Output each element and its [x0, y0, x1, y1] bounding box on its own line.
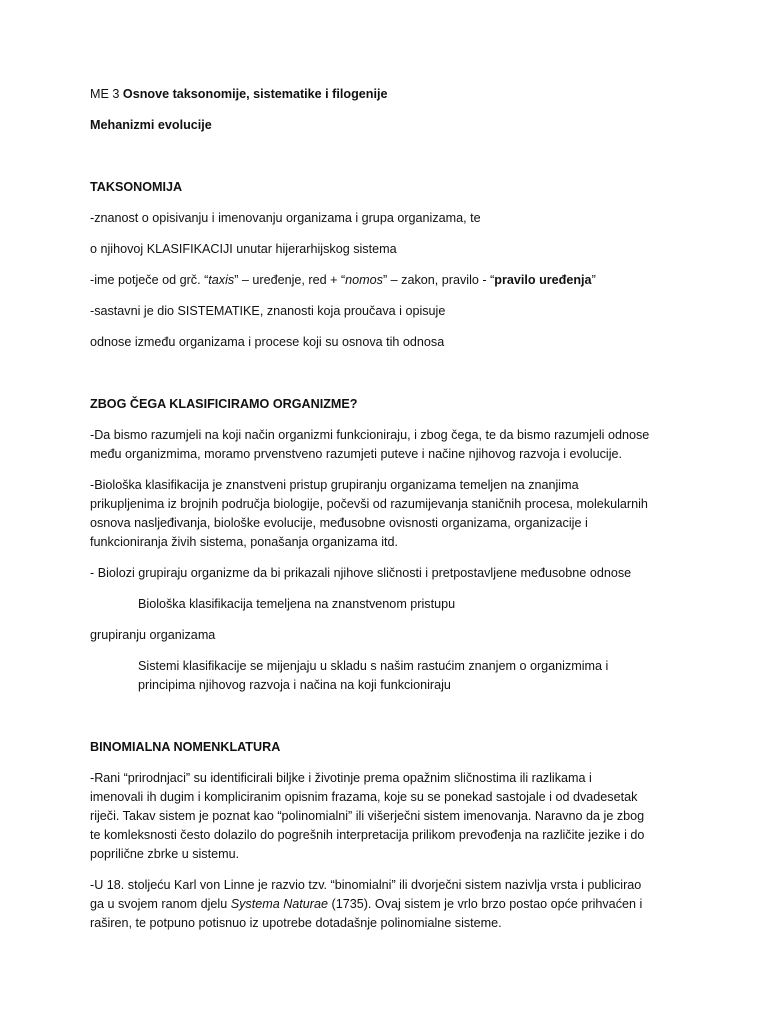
- italic-term-nomos: nomos: [345, 273, 383, 287]
- text-segment: ” – uređenje, red + “: [234, 273, 346, 287]
- indented-line: Biološka klasifikacija temeljena na znanstvenom pristupu: [138, 597, 456, 611]
- paragraph-line: -Da bismo razumjeli na koji način organizmi funkcioniraju, i zbog čega, te da bismo razumjeli odnose: [90, 428, 650, 442]
- text-segment: ” – zakon, pravilo - “: [382, 273, 495, 287]
- text-segment: ”: [591, 273, 596, 287]
- paragraph-line: -U 18. stoljeću Karl von Linne je razvio tzv. “binomialni” ili dvorječni sistem nazivlja vrsta i publicirao: [90, 878, 642, 892]
- section-heading-zbog: ZBOG ČEGA KLASIFICIRAMO ORGANIZME?: [90, 397, 358, 411]
- title-prefix: ME 3: [90, 87, 123, 101]
- paragraph-line: grupiranju organizama: [90, 628, 216, 642]
- italic-title-systema-naturae: Systema Naturae: [230, 897, 328, 911]
- title-bold: Osnove taksonomije, sistematike i filogenije: [122, 87, 388, 101]
- paragraph-line: -znanost o opisivanju i imenovanju organizama i grupa organizama, te: [90, 211, 481, 225]
- indented-line: principima njihovog razvoja i načina na koji funkcioniraju: [138, 678, 451, 692]
- section-heading-taksonomija: TAKSONOMIJA: [90, 180, 183, 194]
- text-segment: (1735). Ovaj sistem je vrlo brzo postao opće prihvaćen i: [328, 897, 643, 911]
- paragraph-line: te komleksnosti često dolazilo do pogrešnih interpretacija prilikom prevođenja na različite jezike i do: [90, 828, 645, 842]
- text-segment: -ime potječe od grč. “: [90, 273, 209, 287]
- paragraph-line: riječi. Takav sistem je poznat kao “polinomialni” ili višerječni sistem imenovanja. Naravno da je zbog: [90, 809, 645, 823]
- italic-term-taxis: taxis: [208, 273, 235, 287]
- document-title: [90, 84, 387, 104]
- paragraph-line: -Biološka klasifikacija je znanstveni pristup grupiranju organizama temeljen na znanjima: [90, 478, 579, 492]
- indented-line: Sistemi klasifikacije se mijenjaju u skladu s našim rastućim znanjem o organizmima i: [138, 659, 609, 673]
- paragraph-line: - Biolozi grupiraju organizme da bi prikazali njihove sličnosti i pretpostavljene međusobne odnose: [90, 566, 632, 580]
- bold-term: pravilo uređenja: [494, 273, 592, 287]
- document-subtitle: Mehanizmi evolucije: [90, 118, 212, 132]
- paragraph-line: -Rani “prirodnjaci” su identificirali biljke i životinje prema opažnim sličnostima ili razlikama i: [90, 771, 592, 785]
- paragraph-line: -sastavni je dio SISTEMATIKE, znanosti koja proučava i opisuje: [90, 304, 446, 318]
- text-segment: ga u svojem ranom djelu: [90, 897, 231, 911]
- section-heading-binomialna: BINOMIALNA NOMENKLATURA: [90, 740, 281, 754]
- paragraph-line: imenovali ih dugim i kompliciranim opisnim frazama, koje su se ponekad sastojale i od dvadesetak: [90, 790, 638, 804]
- paragraph-line: prikupljenima iz brojnih područja biologije, počevši od razumijevanja staničnih procesa, molekularnih: [90, 497, 648, 511]
- paragraph-line: o njihovoj KLASIFIKACIJI unutar hijerarhijskog sistema: [90, 242, 397, 256]
- paragraph-line: [90, 894, 642, 914]
- paragraph-line: poprilične zbrke u sistemu.: [90, 847, 240, 861]
- paragraph-line: odnose između organizama i procese koji su osnova tih odnosa: [90, 335, 445, 349]
- paragraph-line: osnova nasljeđivanja, biološke evolucije, međusobne ovisnosti organizama, organizacije i: [90, 516, 588, 530]
- paragraph-line: među organizmima, moramo prvenstveno razumjeti puteve i načine njihovog razvoja i evolucije.: [90, 447, 622, 461]
- paragraph-line: [90, 270, 596, 290]
- paragraph-line: raširen, te potpuno potisnuo iz upotrebe dotadašnje polinomialne sisteme.: [90, 916, 502, 930]
- paragraph-line: funkcioniranja živih sistema, ponašanja organizama itd.: [90, 535, 399, 549]
